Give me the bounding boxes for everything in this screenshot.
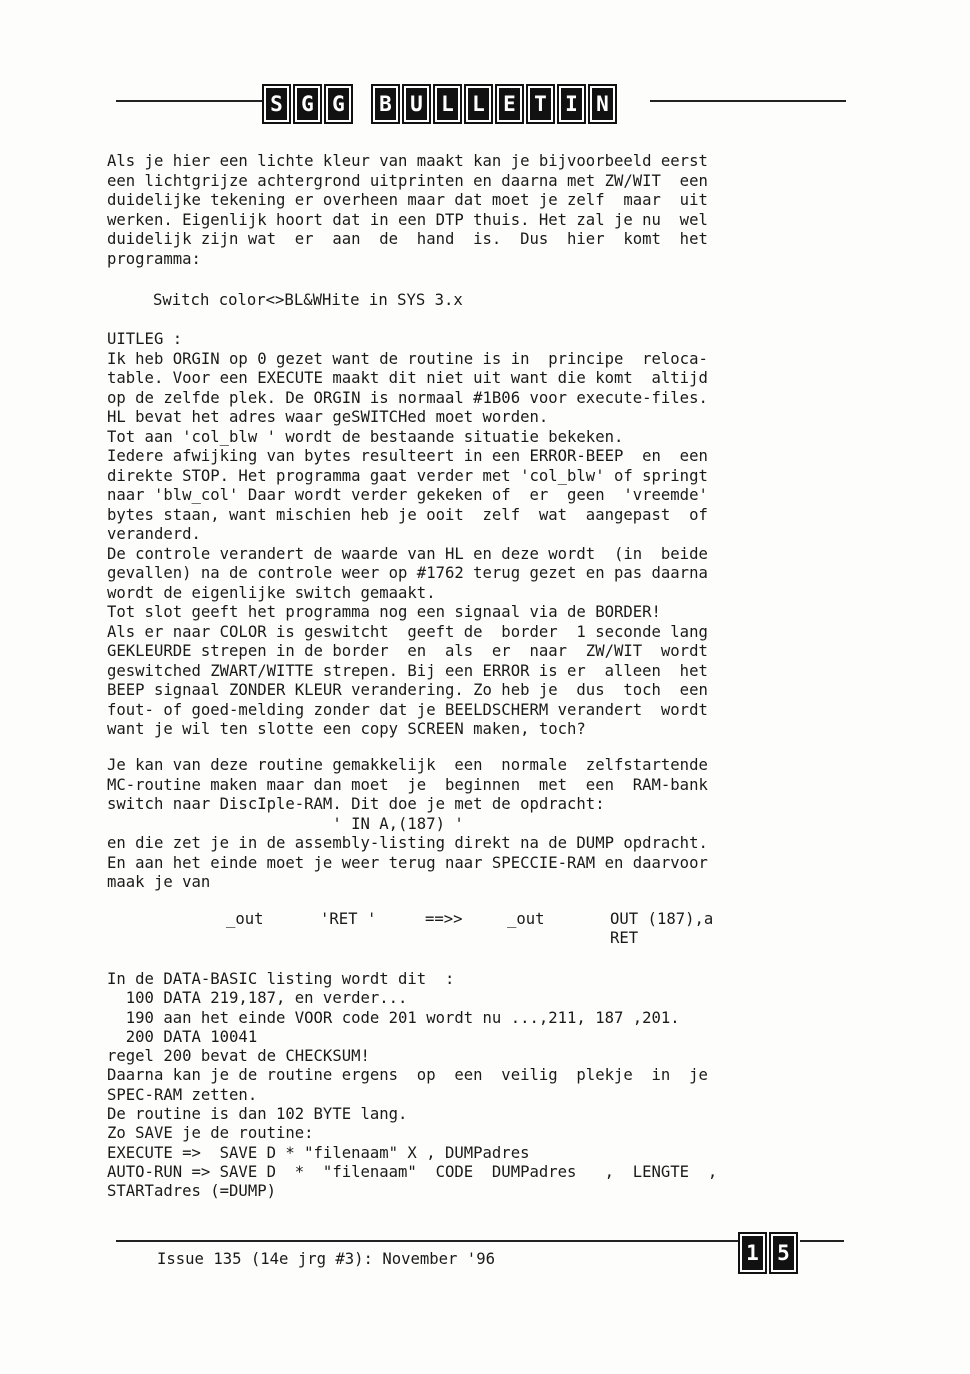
code-out-instruction: OUT (187),a <box>610 910 714 928</box>
masthead-letter: L <box>464 84 493 124</box>
code-label-out: _out <box>226 910 264 928</box>
footer-issue: Issue 135 (14e jrg #3): November '96 <box>157 1250 495 1268</box>
header-rule-left <box>116 100 264 102</box>
routine-paragraph: Je kan van deze routine gemakkelijk een normale zelfstartende MC-routine maken maar dan moet je beginnen met een RAM-bank switch naar DiscIple-RAM. Dit doe je met de opdracht: ' IN A,(187) ' en die zet je in de assembly-listing direkt na de DUMP opdracht. En aan het einde moet je weer terug naar SPECCIE-RAM en daarvoor maak je van <box>107 756 708 891</box>
masthead-letter: T <box>526 84 555 124</box>
masthead-letter: E <box>495 84 524 124</box>
code-arrow: ==>> <box>425 910 463 928</box>
code-label-out-2: _out <box>507 910 545 928</box>
intro-paragraph: Als je hier een lichte kleur van maakt kan je bijvoorbeeld eerst een lichtgrijze achtergrond uitprinten en daarna met ZW/WIT een duidelijke tekening er overheen maar dat moet je zelf maar uit werken. Eigenlijk hoort dat in een DTP thuis. Het zal je nu wel duidelijk zijn wat er aan de hand is. Dus hier komt het programma: <box>107 152 708 268</box>
page-number <box>738 1232 800 1274</box>
footer-rule-right <box>800 1240 844 1242</box>
code-ret-quoted: 'RET ' <box>320 910 377 928</box>
masthead-letter: N <box>588 84 617 124</box>
switch-line: Switch color<>BL&WHite in SYS 3.x <box>153 291 463 309</box>
masthead-letter: L <box>433 84 462 124</box>
masthead-letter: B <box>371 84 400 124</box>
masthead-word-sgg <box>262 84 355 124</box>
page-digit: 1 <box>738 1232 767 1274</box>
masthead-letter: U <box>402 84 431 124</box>
masthead-logo <box>262 84 635 124</box>
page-digit: 5 <box>769 1232 798 1274</box>
code-ret-instruction: RET <box>610 929 639 947</box>
masthead-letter: I <box>557 84 586 124</box>
masthead-word-bulletin <box>371 84 619 124</box>
header-rule-right <box>650 100 846 102</box>
masthead-letter: G <box>324 84 353 124</box>
masthead-letter: S <box>262 84 291 124</box>
data-basic-section: In de DATA-BASIC listing wordt dit : 100 DATA 219,187, en verder... 190 aan het einde VOOR code 201 wordt nu ...,211, 187 ,201. 200 DATA 10041 regel 200 bevat de CHECKSUM! Daarna kan je de routine ergens op een veilig plekje in je SPEC-RAM zetten. De routine is dan 102 BYTE lang. Zo SAVE je de routine: EXECUTE => SAVE D * "filenaam" X , DUMPadres AUTO-RUN => SAVE D * "filenaam" CODE DUMPadres , LENGTE , STARTadres (=DUMP) <box>107 970 718 1201</box>
footer-rule-left <box>116 1240 738 1242</box>
masthead-letter: G <box>293 84 322 124</box>
uitleg-section: UITLEG : Ik heb ORGIN op 0 gezet want de routine is in principe reloca- table. Voor een EXECUTE maakt dit niet uit want die komt altijd op de zelfde plek. De ORGIN is normaal #1B06 voor execute-files. HL bevat het adres waar geSWITCHed moet worden. Tot aan 'col_blw ' wordt de bestaande situatie bekeken. Iedere afwijking van bytes resulteert in een ERROR-BEEP en een direkte STOP. Het programma gaat verder met 'col_blw' of springt naar 'blw_col' Daar wordt verder gekeken of er geen 'vreemde' bytes staan, want mischien heb je ooit zelf wat aangepast of veranderd. De controle verandert de waarde van HL en deze wordt (in beide gevallen) na de controle weer op #1762 terug gezet en pas daarna wordt de eigenlijke switch gemaakt. Tot slot geeft het programma nog een signaal via de BORDER! Als er naar COLOR is geswitcht geeft de border 1 seconde lang GEKLEURDE strepen in de border en als er naar ZW/WIT wordt geswitched ZWART/WITTE strepen. Bij een ERROR is er alleen het BEEP signaal ZONDER KLEUR verandering. Zo heb je dus toch een fout- of goed-melding zonder dat je BEELDSCHERM verandert wordt want je wil ten slotte een copy SCREEN maken, toch? <box>107 330 708 738</box>
